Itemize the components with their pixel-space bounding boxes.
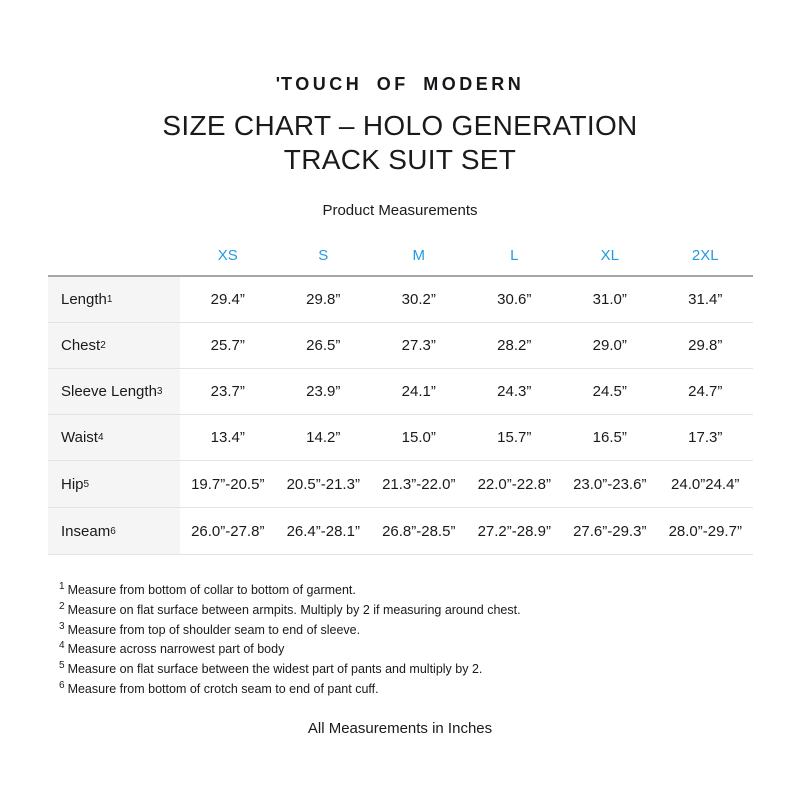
measurement-value: 13.4” [210,429,245,446]
footnote-2 [59,599,800,619]
measurement-value: 26.0”-27.8” [191,522,265,540]
row-label-sup: 4 [97,432,104,443]
measurement-value: 26.8”-28.5” [382,522,456,540]
row-label [48,461,180,507]
row-label-text: Hip [61,475,84,493]
row-label-sup: 3 [156,386,163,397]
column-header-xs: XS [217,247,238,264]
measurement-value: 15.7” [497,429,532,446]
measurement-value: 26.5” [306,337,341,354]
measurement-value: 20.5”-21.3” [286,475,360,493]
row-label [48,369,180,414]
footnote-3 [59,619,800,639]
page-title [0,109,800,177]
measurement-value: 24.7” [688,383,723,400]
measurement-value: 23.0”-23.6” [573,475,647,493]
footnote-5 [59,658,800,678]
measurement-value: 25.7” [210,337,245,354]
footnote-sup: 3 [59,620,65,632]
table-row-chest [48,323,753,369]
footnote-text: Measure from bottom of collar to bottom of garment. [67,583,356,598]
measurement-value: 19.7”-20.5” [191,475,265,493]
measurement-value: 23.7” [210,383,245,400]
measurement-value: 28.2” [497,337,532,354]
table-row-sleeve-length [48,369,753,415]
brand-name: TOUCH OF MODERN [281,74,525,94]
measurement-value: 14.2” [306,429,341,446]
brand-logo [0,0,800,95]
footnote-sup: 4 [59,640,65,652]
footnote-4 [59,638,800,658]
footnote-sup: 2 [59,600,65,612]
footnote-6 [59,678,800,698]
measurement-value: 17.3” [688,429,723,446]
measurement-value: 29.8” [306,291,341,308]
column-header-m: M [412,247,425,264]
footnote-sup: 1 [59,581,65,592]
footnote-text: Measure on flat surface between armpits. Multiply by 2 if measuring around chest. [67,602,521,617]
measurement-value: 30.6” [497,291,532,308]
measurement-value: 15.0” [401,429,436,446]
measurement-value: 24.5” [592,383,627,400]
measurement-value: 27.6”-29.3” [573,522,647,540]
footnote-sup: 6 [59,679,65,691]
row-label [48,277,180,322]
measurement-value: 22.0”-22.8” [477,475,551,493]
measurement-value: 27.3” [401,337,436,354]
table-row-length [48,277,753,323]
title-line-2: TRACK SUIT SET [283,144,517,175]
measurement-value: 23.9” [306,383,341,400]
measurement-value: 29.8” [688,337,723,354]
measurement-value: 16.5” [592,429,627,446]
measurement-value: 24.0”24.4” [671,475,740,493]
footnote-text: Measure on flat surface between the widest part of pants and multiply by 2. [67,662,483,677]
table-row-hip [48,461,753,508]
table-row-inseam [48,508,753,555]
subtitle: Product Measurements [322,202,478,219]
size-table [48,219,753,555]
row-label-sup: 5 [83,478,90,490]
row-label-text: Waist [61,429,98,446]
row-label-text: Length [61,291,107,308]
row-label-text: Sleeve Length [61,383,157,400]
footnote-sup: 5 [59,660,65,671]
table-header-row [48,219,753,277]
measurement-value: 24.3” [497,383,532,400]
header-spacer [48,264,180,275]
measurement-value: 29.4” [210,291,245,308]
measurement-value: 21.3”-22.0” [382,475,456,493]
row-label [48,415,180,460]
footnote-1 [59,579,800,599]
row-label-sup: 1 [106,294,113,305]
measurement-value: 29.0” [592,337,627,354]
row-label-sup: 6 [110,525,116,537]
footnote-text: Measure from bottom of crotch seam to end of pant cuff. [67,681,379,696]
footnote-text: Measure from top of shoulder seam to end of sleeve. [67,622,361,637]
column-header-2xl: 2XL [691,247,719,264]
measurement-value: 28.0”-29.7” [668,522,742,540]
measurement-value: 24.1” [401,383,436,400]
table-row-waist [48,415,753,461]
footer-note: All Measurements in Inches [307,719,493,737]
logo-tick-mark: ' [275,74,281,94]
row-label-text: Inseam [61,522,111,540]
measurement-value: 26.4”-28.1” [286,522,360,540]
column-header-s: S [318,247,329,264]
measurement-value: 30.2” [401,291,436,308]
measurement-value: 31.4” [688,291,723,308]
title-line-1: SIZE CHART – HOLO GENERATION [162,110,638,141]
column-header-l: L [510,247,519,264]
row-label [48,508,180,554]
measurement-value: 31.0” [592,291,627,308]
row-label [48,323,180,368]
row-label-text: Chest [61,337,101,354]
row-label-sup: 2 [100,340,106,351]
footnote-text: Measure across narrowest part of body [67,642,285,657]
footnotes [59,579,800,698]
measurement-value: 27.2”-28.9” [477,522,551,540]
column-header-xl: XL [600,247,619,264]
